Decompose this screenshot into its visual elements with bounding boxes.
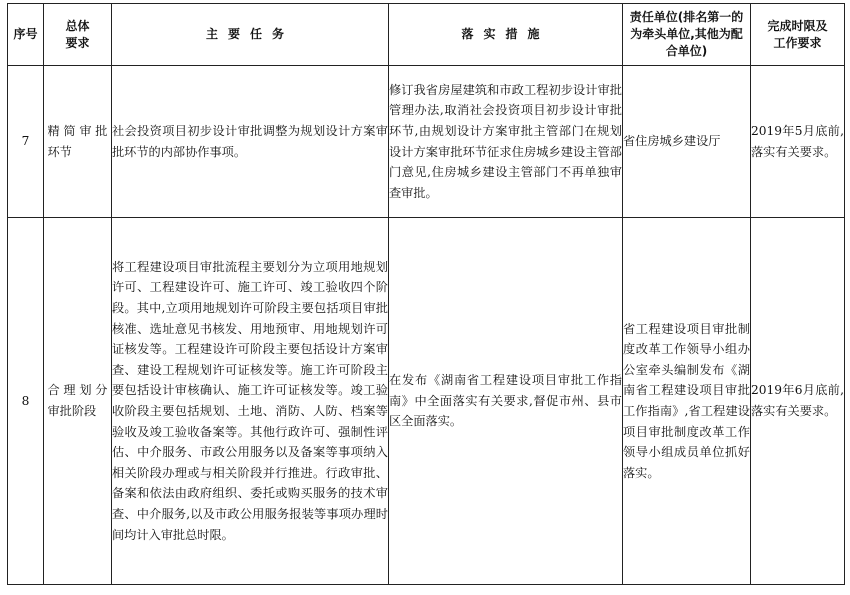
- cell-deadline: 2019年5月底前,落实有关要求。: [751, 66, 845, 218]
- cell-measure: 修订我省房屋建筑和市政工程初步设计审批管理办法,取消社会投资项目初步设计审批环节,由规划设计方案审批主管部门在规划设计方案审批环节征求住房城乡建设主管部门意见,住房城乡建设主管部门不再单独审查审批。: [389, 66, 623, 218]
- header-measure: 落实措施: [389, 4, 623, 66]
- header-deadline: 完成时限及工作要求: [751, 4, 845, 66]
- table-row: [8, 218, 845, 585]
- cell-deadline: 2019年6月底前,落实有关要求。: [751, 218, 845, 585]
- header-task: 主要任务: [112, 4, 389, 66]
- cell-requirement: 合理划分审批阶段: [44, 218, 112, 585]
- cell-task: 将工程建设项目审批流程主要划分为立项用地规划许可、工程建设许可、施工许可、竣工验收四个阶段。其中,立项用地规划许可阶段主要包括项目审批核准、选址意见书核发、用地预审、用地规划许可证核发等。工程建设许可阶段主要包括设计方案审查、建设工程规划许可证核发等。施工许可阶段主要包括设计审核确认、施工许可证核发等。竣工验收阶段主要包括规划、土地、消防、人防、档案等验收及竣工验收备案等。其他行政许可、强制性评估、中介服务、市政公用服务以及备案等事项纳入相关阶段办理或与相关阶段并行推进。行政审批、备案和依法由政府组织、委托或购买服务的技术审查、中介服务,以及市政公用服务报装等事项办理时间均计入审批总时限。: [112, 218, 389, 585]
- header-seq: 序号: [8, 4, 44, 66]
- header-unit: 责任单位(排名第一的为牵头单位,其他为配合单位): [623, 4, 751, 66]
- cell-seq: 8: [8, 218, 44, 585]
- cell-unit: 省住房城乡建设厅: [623, 66, 751, 218]
- header-row: [8, 4, 845, 66]
- cell-requirement: 精简审批环节: [44, 66, 112, 218]
- header-requirement: 总体要求: [44, 4, 112, 66]
- cell-seq: 7: [8, 66, 44, 218]
- cell-measure: 在发布《湖南省工程建设项目审批工作指南》中全面落实有关要求,督促市州、县市区全面落实。: [389, 218, 623, 585]
- table-row: [8, 66, 845, 218]
- cell-unit: 省工程建设项目审批制度改革工作领导小组办公室牵头编制发布《湖南省工程建设项目审批工作指南》,省工程建设项目审批制度改革工作领导小组成员单位抓好落实。: [623, 218, 751, 585]
- cell-task: 社会投资项目初步设计审批调整为规划设计方案审批环节的内部协作事项。: [112, 66, 389, 218]
- task-table: [7, 3, 845, 585]
